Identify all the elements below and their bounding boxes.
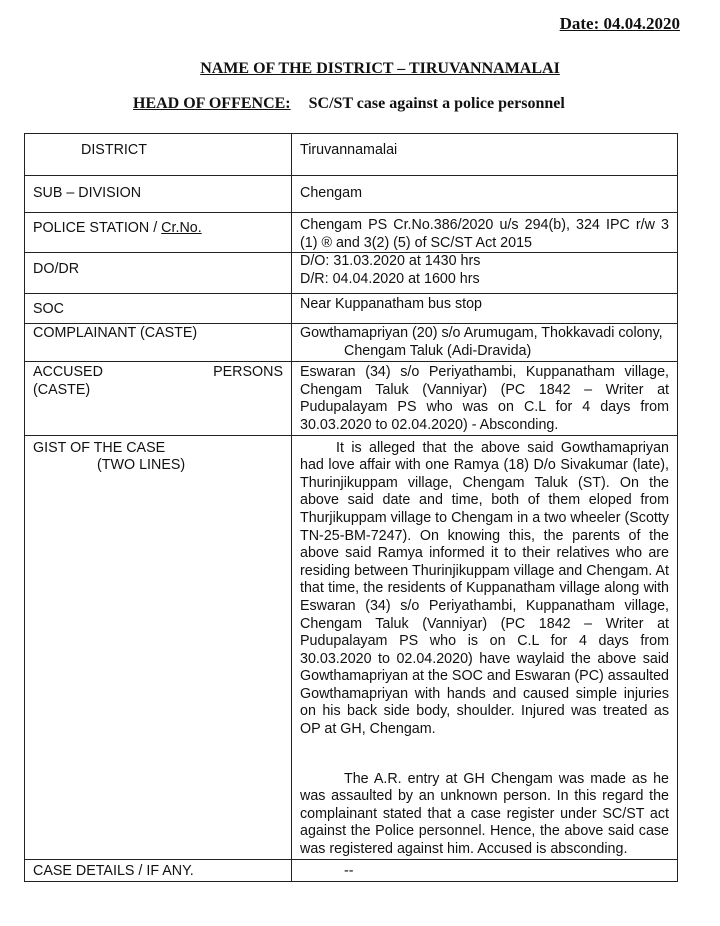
row-soc [25, 294, 678, 324]
district-heading: NAME OF THE DISTRICT – TIRUVANNAMALAI [200, 60, 560, 77]
soc-label: SOC [25, 294, 292, 324]
police-station-label-text: POLICE STATION / [33, 220, 162, 236]
sub-division-value: Chengam [292, 176, 678, 213]
accused-label-word-1: ACCUSED [33, 364, 103, 381]
date-of-occurrence: D/O: 31.03.2020 at 1430 hrs [300, 253, 481, 270]
complainant-value [292, 324, 678, 362]
police-station-value: Chengam PS Cr.No.386/2020 u/s 294(b), 324 IPC r/w 3 (1) ® and 3(2) (5) of SC/ST Act 2015 [292, 213, 678, 253]
gist-paragraph-2: The A.R. entry at GH Chengam was made as he was assaulted by an unknown person. In this regard the complainant stated that a case register under SC/ST act against the Police personnel. Hence, the above said case was registered against him. Accused is absconding. [300, 770, 669, 858]
soc-value: Near Kuppanatham bus stop [292, 294, 678, 324]
district-value: Tiruvannamalai [292, 134, 678, 176]
case-details-table [24, 133, 678, 882]
row-sub-division [25, 176, 678, 213]
accused-label [25, 362, 292, 435]
case-details-dash: -- [344, 862, 354, 879]
accused-label-line-2: (CASTE) [33, 381, 91, 398]
cr-no-label: Cr.No. [161, 220, 202, 236]
do-dr-value [292, 253, 678, 294]
offence-value: SC/ST case against a police personnel [308, 95, 565, 112]
case-details-label: CASE DETAILS / IF ANY. [25, 859, 292, 881]
row-complainant [25, 324, 678, 362]
row-district [25, 134, 678, 176]
row-case-details [25, 859, 678, 881]
row-gist [25, 435, 678, 859]
accused-label-word-2: PERSONS [213, 364, 283, 381]
case-details-value [292, 859, 678, 881]
gist-paragraph-1: It is alleged that the above said Gowthamapriyan had love affair with one Ramya (18) D/o Sivakumar (late), Thurinjikuppam village, Chengam Taluk (ST). On the above said date and time, both of them eloped from Thurjikuppam village to Chengam in a two wheeler (Scotty TN-25-BM-7247). On knowing this, the parents of the above said Ramya informed it to their relatives who are residing between Thurinjikuppam village and Chengam. At that time, the residents of Kuppanatham village along with Eswaran (34) s/o Periyathambi, Kuppanatham village, Chengam Taluk (Vanniyar) (PC 1842 – Writer at Pudupalayam PS who is on C.L for 4 days from 30.03.2020 to 02.04.2020) have waylaid the above said Gowthamapriyan at the SOC and Eswaran (PC) assaulted Gowthamapriyan with hands and caused simple injuries on his back side body, shoulder. Injured was treated as OP at GH, Chengam. [300, 439, 669, 738]
sub-division-label: SUB – DIVISION [25, 176, 292, 213]
gist-label-line-1: GIST OF THE CASE [33, 439, 166, 456]
police-station-label [25, 213, 292, 253]
row-accused [25, 362, 678, 435]
date-of-report: D/R: 04.04.2020 at 1600 hrs [300, 270, 480, 287]
gist-value [292, 435, 678, 859]
gist-label [25, 435, 292, 859]
row-do-dr [25, 253, 678, 294]
complainant-line-2: Chengam Taluk (Adi-Dravida) [344, 342, 532, 359]
accused-value: Eswaran (34) s/o Periyathambi, Kuppanatham village, Chengam Taluk (Vanniyar) (PC 1842 – Writer at Pudupalayam PS who was on C.L for 4 days from 30.03.2020 to 02.04.2020) - Absconding. [292, 362, 678, 435]
row-police-station [25, 213, 678, 253]
gist-label-line-2: (TWO LINES) [97, 457, 186, 474]
report-date: Date: 04.04.2020 [559, 14, 680, 33]
offence-label: HEAD OF OFFENCE: [133, 95, 291, 112]
complainant-line-1: Gowthamapriyan (20) s/o Arumugam, Thokkavadi colony, [300, 325, 663, 342]
head-of-offence [133, 95, 565, 113]
do-dr-label: DO/DR [25, 253, 292, 294]
complainant-label: COMPLAINANT (CASTE) [25, 324, 292, 362]
district-label: DISTRICT [25, 134, 292, 176]
